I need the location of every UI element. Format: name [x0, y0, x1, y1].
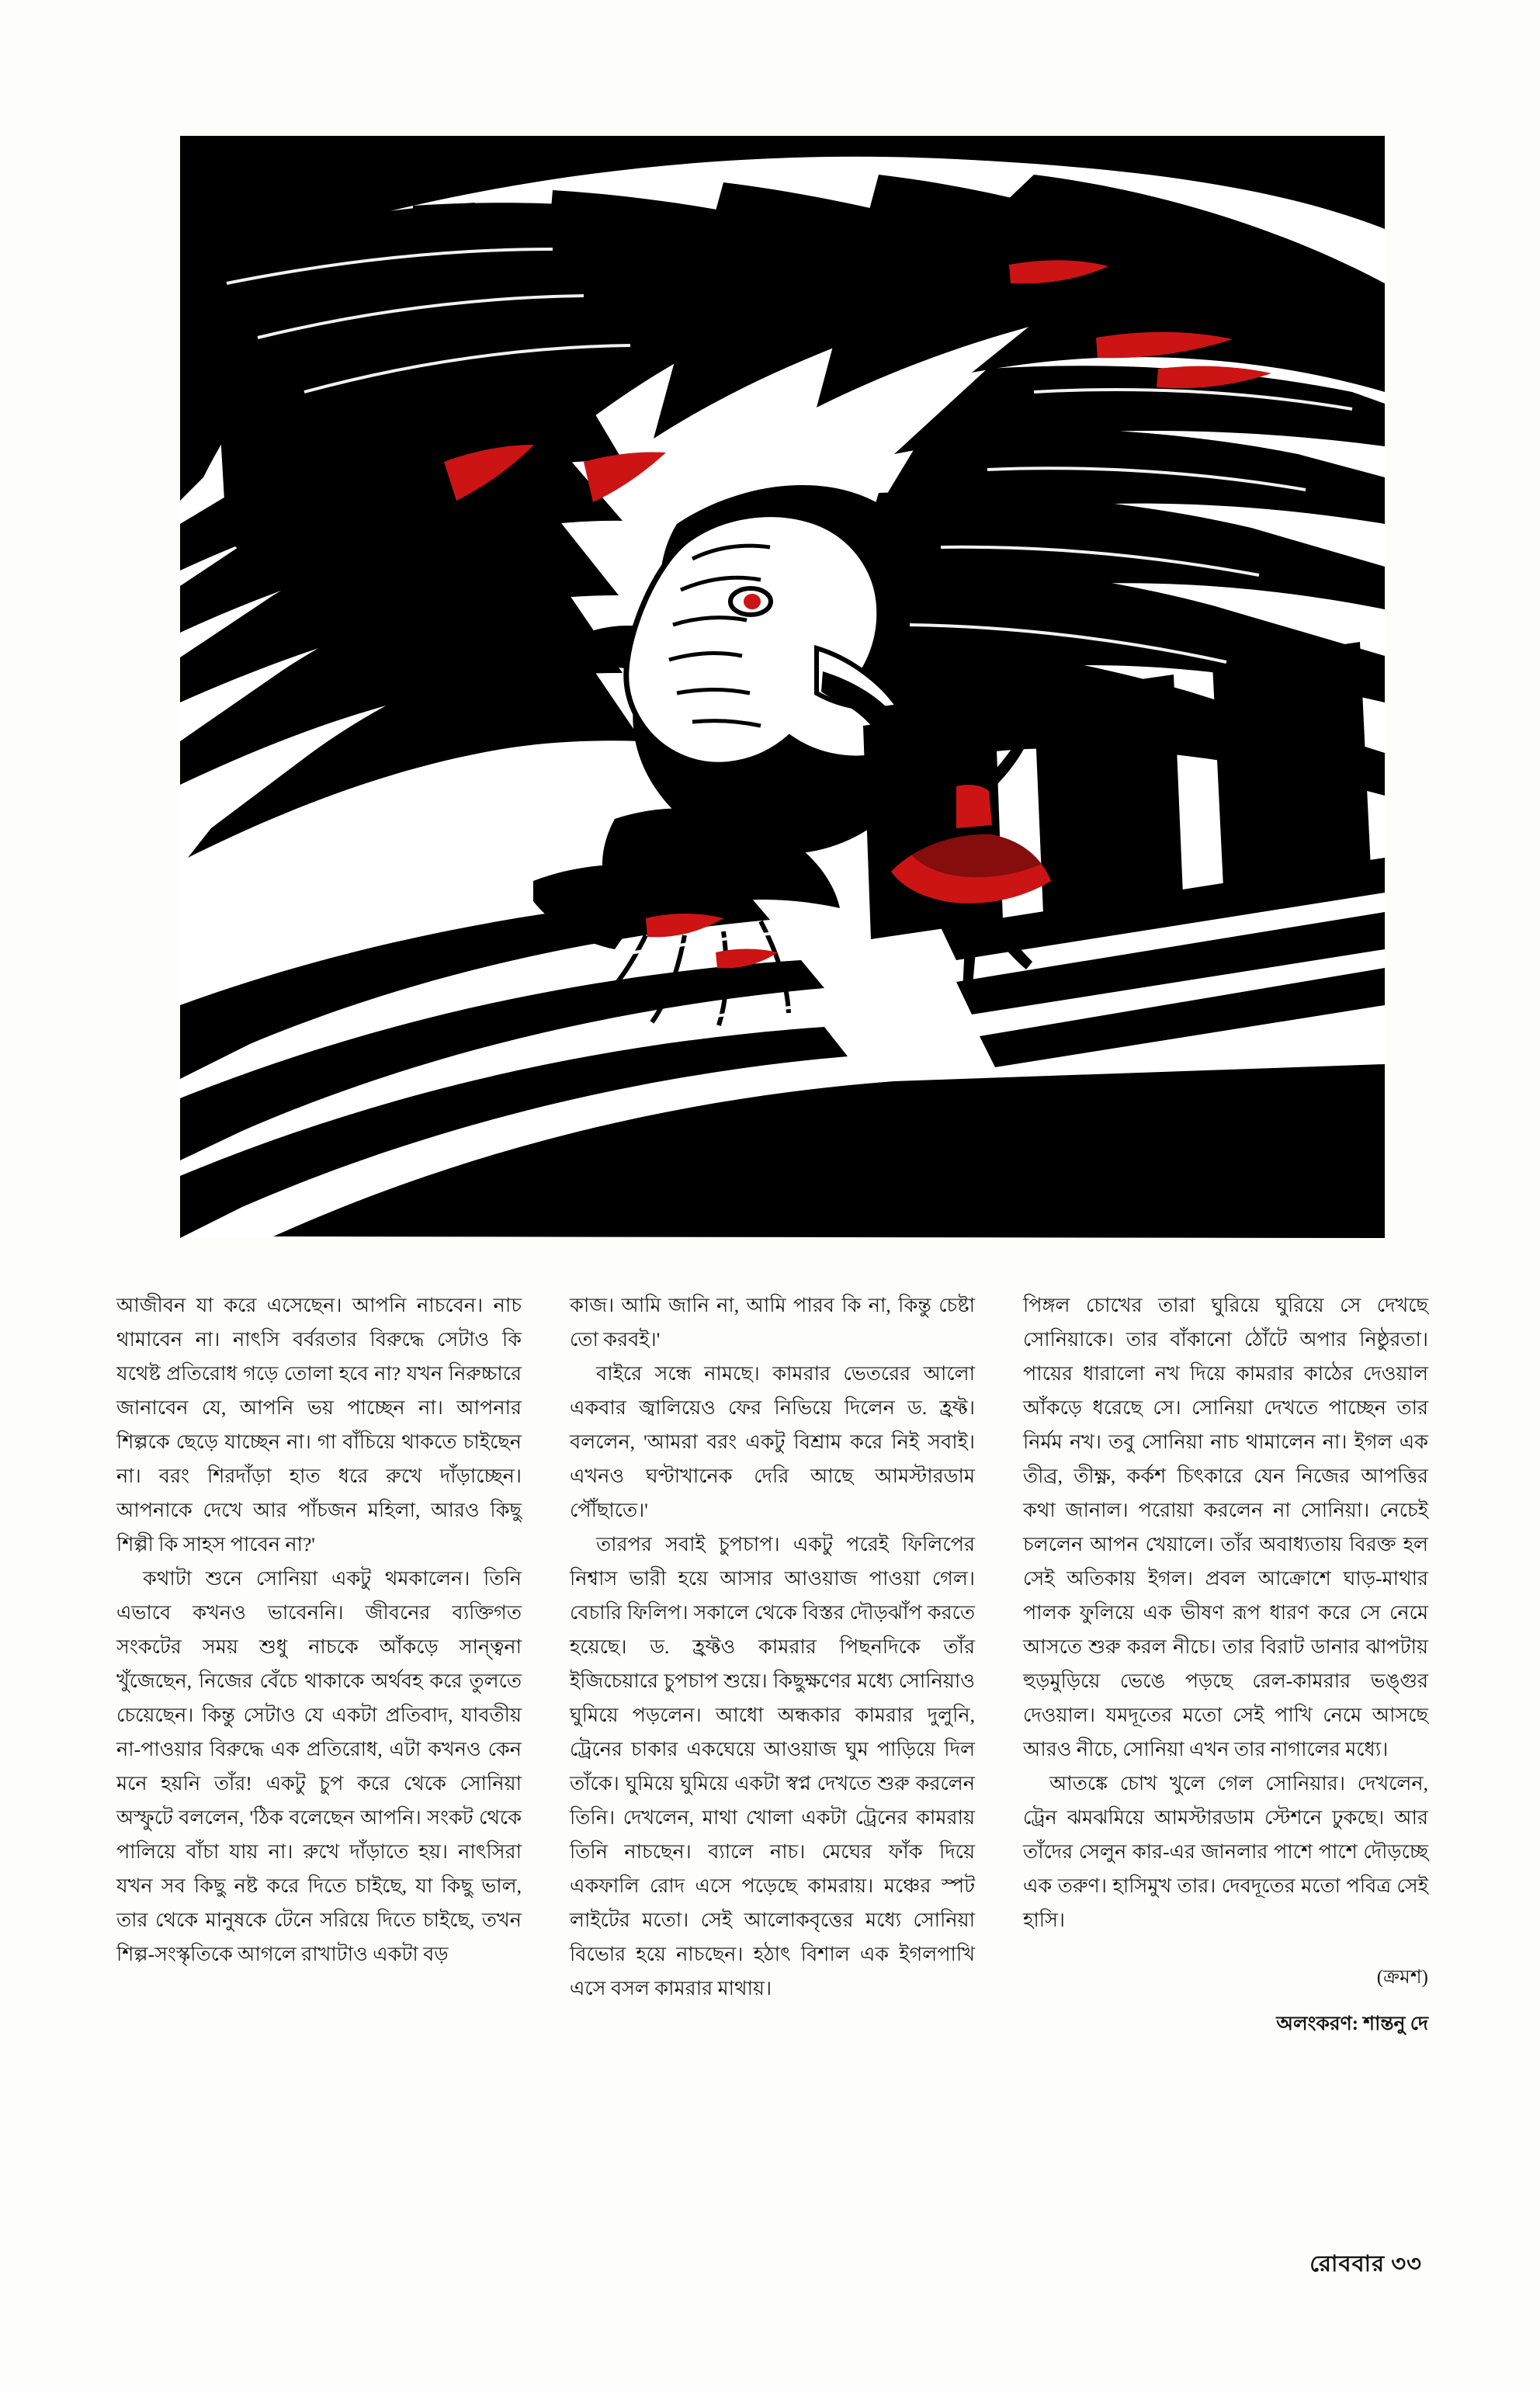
text-column-3: [1023, 1288, 1428, 2243]
eagle-and-ballerina-artwork: [180, 136, 1385, 1238]
article-columns: [116, 1288, 1428, 2243]
text-column-2: [570, 1288, 975, 2243]
paragraph: আজীবন যা করে এসেছেন। আপনি নাচবেন। নাচ থামাবেন না। নাৎসি বর্বরতার বিরুদ্ধে সেটাও কি যথেষ্ট প্রতিরোধ গড়ে তোলা হবে না? যখন নিরুচ্চারে জানাবেন যে, আপনি ভয় পাচ্ছেন না। আপনার শিল্পকে ছেড়ে যাচ্ছেন না। গা বাঁচিয়ে থাকতে চাইছেন না। বরং শিরদাঁড়া হাত ধরে রুখে দাঁড়াচ্ছেন। আপনাকে দেখে আর পাঁচজন মহিলা, আরও কিছু শিল্পী কি সাহস পাবেন না?': [116, 1294, 522, 1555]
paragraph: তারপর সবাই চুপচাপ। একটু পরেই ফিলিপের নিশ্বাস ভারী হয়ে আসার আওয়াজ পাওয়া গেল। বেচারি ফিলিপ। সকালে থেকে বিস্তর দৌড়ঝাঁপ করতে হয়েছে। ড. হ্রফ্টও কামরার পিছনদিকে তাঁর ইজিচেয়ারে চুপচাপ শুয়ে। কিছুক্ষণের মধ্যে সোনিয়াও ঘুমিয়ে পড়লেন। আধো অন্ধকার কামরার দুলুনি, ট্রেনের চাকার একঘেয়ে আওয়াজ ঘুম পাড়িয়ে দিল তাঁকে। ঘুমিয়ে ঘুমিয়ে একটা স্বপ্ন দেখতে শুরু করলেন তিনি। দেখলেন, মাথা খোলা একটা ট্রেনের কামরায় তিনি নাচছেন। ব্যালে নাচ। মেঘের ফাঁক দিয়ে একফালি রোদ এসে পড়েছে কামরায়। মঞ্চের স্পট লাইটের মতো। সেই আলোকবৃত্তের মধ্যে সোনিয়া বিভোর হয়ে নাচছেন। হঠাৎ বিশাল এক ইগলপাখি এসে বসল কামরার মাথায়।: [570, 1533, 975, 1999]
text-column-1: [116, 1288, 522, 2243]
page-folio: রোববার ৩৩: [1309, 2252, 1422, 2277]
paragraph: বাইরে সন্ধে নামছে। কামরার ভেতরের আলো একবার জ্বালিয়েও ফের নিভিয়ে দিলেন ড. হ্রফ্ট। বললেন, 'আমরা বরং একটু বিশ্রাম করে নিই সবাই। এখনও ঘণ্টাখানেক দেরি আছে আমস্টারডাম পৌঁছাতে।': [570, 1362, 975, 1521]
paragraph: কথাটা শুনে সোনিয়া একটু থমকালেন। তিনি এভাবে কখনও ভাবেননি। জীবনের ব্যক্তিগত সংকটের সময় শুধু নাচকে আঁকড়ে সান্ত্বনা খুঁজেছেন, নিজের বেঁচে থাকাকে অর্থবহ করে তুলতে চেয়েছেন। কিন্তু সেটাও যে একটা প্রতিবাদ, যাবতীয় না-পাওয়ার বিরুদ্ধে এক প্রতিরোধ, এটা কখনও কেন মনে হয়নি তাঁর! একটু চুপ করে থেকে সোনিয়া অস্ফুটে বললেন, 'ঠিক বলেছেন আপনি। সংকট থেকে পালিয়ে বাঁচা যায় না। রুখে দাঁড়াতে হয়। নাৎসিরা যখন সব কিছু নষ্ট করে দিতে চাইছে, যা কিছু ভাল, তার থেকে মানুষকে টেনে সরিয়ে দিতে চাইছে, তখন শিল্প-সংস্কৃতিকে আগলে রাখাটাও একটা বড়: [116, 1567, 522, 1965]
illustration-credit: অলংকরণ: শান্তনু দে: [1276, 2013, 1428, 2034]
to-be-continued-note: (ক্রমশ): [1376, 1967, 1428, 1988]
paragraph: কাজ। আমি জানি না, আমি পারব কি না, কিন্তু চেষ্টা তো করবই।': [570, 1294, 975, 1351]
paragraph: পিঙ্গল চোখের তারা ঘুরিয়ে ঘুরিয়ে সে দেখছে সোনিয়াকে। তার বাঁকানো ঠোঁটে অপার নিষ্ঠুরতা। পায়ের ধারালো নখ দিয়ে কামরার কাঠের দেওয়াল আঁকড়ে ধরেছে সে। সোনিয়া দেখতে পাচ্ছেন তার নির্মম নখ। তবু সোনিয়া নাচ থামালেন না। ইগল এক তীব্র, তীক্ষ্ণ, কর্কশ চিৎকারে যেন নিজের আপত্তির কথা জানাল। পরোয়া করলেন না সোনিয়া। নেচেই চললেন আপন খেয়ালে। তাঁর অবাধ্যতায় বিরক্ত হল সেই অতিকায় ইগল। প্রবল আক্রোশে ঘাড়-মাথার পালক ফুলিয়ে এক ভীষণ রূপ ধারণ করে সে নেমে আসতে শুরু করল নীচে। তার বিরাট ডানার ঝাপটায় হুড়মুড়িয়ে ভেঙে পড়ছে রেল-কামরার ভঙ্গুর দেওয়াল। যমদূতের মতো সেই পাখি নেমে আসছে আরও নীচে, সোনিয়া এখন তার নাগালের মধ্যে।: [1023, 1294, 1428, 1760]
paragraph: আতঙ্কে চোখ খুলে গেল সোনিয়ার। দেখলেন, ট্রেন ঝমঝমিয়ে আমস্টারডাম স্টেশনে ঢুকছে। আর তাঁদের সেলুন কার-এর জানলার পাশে পাশে দৌড়চ্ছে এক তরুণ। হাসিমুখ তার। দেবদূতের মতো পবিত্র সেই হাসি।: [1023, 1772, 1428, 1931]
story-illustration: [180, 136, 1385, 1238]
